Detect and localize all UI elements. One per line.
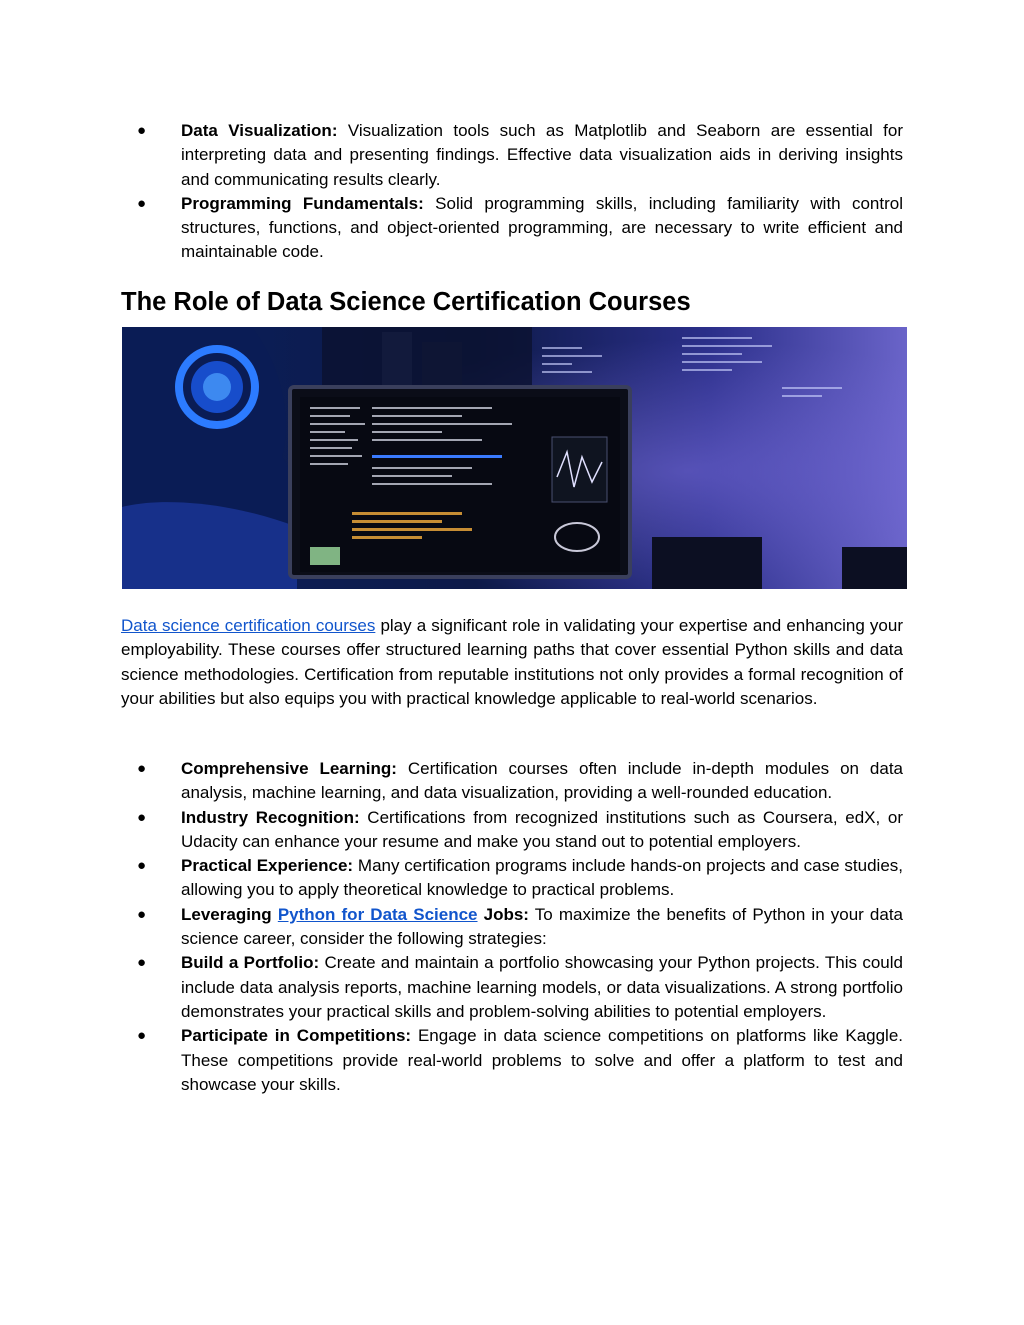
bullet-icon: ● — [137, 857, 147, 875]
list-item-term: Participate in Competitions: — [181, 1026, 412, 1046]
certification-benefits-list — [121, 757, 903, 1097]
list-item-term-suffix: Jobs: — [477, 904, 529, 924]
section-heading: The Role of Data Science Certification Courses — [121, 288, 691, 316]
list-item-term: Data Visualization: — [181, 121, 338, 140]
python-for-data-science-link[interactable]: Python for Data Science — [277, 904, 478, 924]
list-item-text: Engage in data science competitions on platforms like Kaggle. These competitions provide real-world problems to solve and offer a platform to test and showcase your skills. — [181, 1026, 904, 1094]
certification-courses-link[interactable]: Data science certification courses — [121, 616, 376, 635]
list-item-text: Create and maintain a portfolio showcasing your Python projects. This could include data analysis reports, machine learning models, or data visualizations. A strong portfolio demonstrates your practical skills and problem-solving abilities to potential employers. — [181, 953, 903, 1021]
list-item-leveraging-python — [121, 903, 903, 952]
list-item-term: Practical Experience: — [181, 856, 354, 876]
bullet-icon: ● — [137, 954, 147, 972]
bullet-icon: ● — [137, 122, 147, 139]
list-item-text: Visualization tools such as Matplotlib and Seaborn are essential for interpreting data and presenting findings. Effective data visualization aids in deriving insights and communicating results clearly. — [181, 121, 903, 189]
list-item-text: Solid programming skills, including familiarity with control structures, functions, and object-oriented programming, are necessary to write efficient and maintainable code. — [181, 193, 904, 262]
list-item-text: Many certification programs include hands-on projects and case studies, allowing you to apply theoretical knowledge to practical problems. — [181, 856, 903, 900]
intro-paragraph — [121, 614, 903, 711]
list-item-programming-fundamentals — [121, 192, 903, 265]
list-item-text: Certification courses often include in-depth modules on data analysis, machine learning, and data visualization, providing a well-rounded education. — [181, 759, 903, 803]
list-item-industry-recognition — [121, 806, 903, 855]
list-item-term: Industry Recognition: — [181, 807, 360, 827]
bullet-icon: ● — [137, 760, 147, 777]
list-item-text: To maximize the benefits of Python in your data science career, consider the following strategies: — [181, 904, 904, 949]
bullet-icon: ● — [137, 194, 147, 212]
list-item-build-portfolio — [121, 951, 903, 1024]
intro-text: play a significant role in validating your expertise and enhancing your employability. These courses offer structured learning paths that cover essential Python skills and data science methodologies. Certification from reputable institutions not only provides a formal recognition of your abilities but also equips you with practical knowledge applicable to real-world scenarios. — [121, 616, 903, 708]
bullet-icon: ● — [137, 808, 147, 826]
list-item-term: Leveraging — [181, 904, 278, 924]
person-coding-at-monitor-photo — [122, 327, 907, 589]
bullet-icon: ● — [137, 1027, 147, 1045]
skills-bullet-list — [121, 119, 903, 265]
list-item-text: Certifications from recognized institutions such as Coursera, edX, or Udacity can enhance your resume and make you stand out to potential employers. — [181, 807, 904, 851]
bullet-icon: ● — [137, 905, 147, 923]
list-item-term: Programming Fundamentals: — [181, 193, 424, 213]
list-item-term: Build a Portfolio: — [181, 953, 320, 973]
list-item-term: Comprehensive Learning: — [181, 759, 397, 778]
list-item-data-visualization — [121, 119, 903, 192]
list-item-practical-experience — [121, 854, 903, 903]
list-item-comprehensive-learning — [121, 757, 903, 806]
list-item-participate-competitions — [121, 1024, 903, 1097]
